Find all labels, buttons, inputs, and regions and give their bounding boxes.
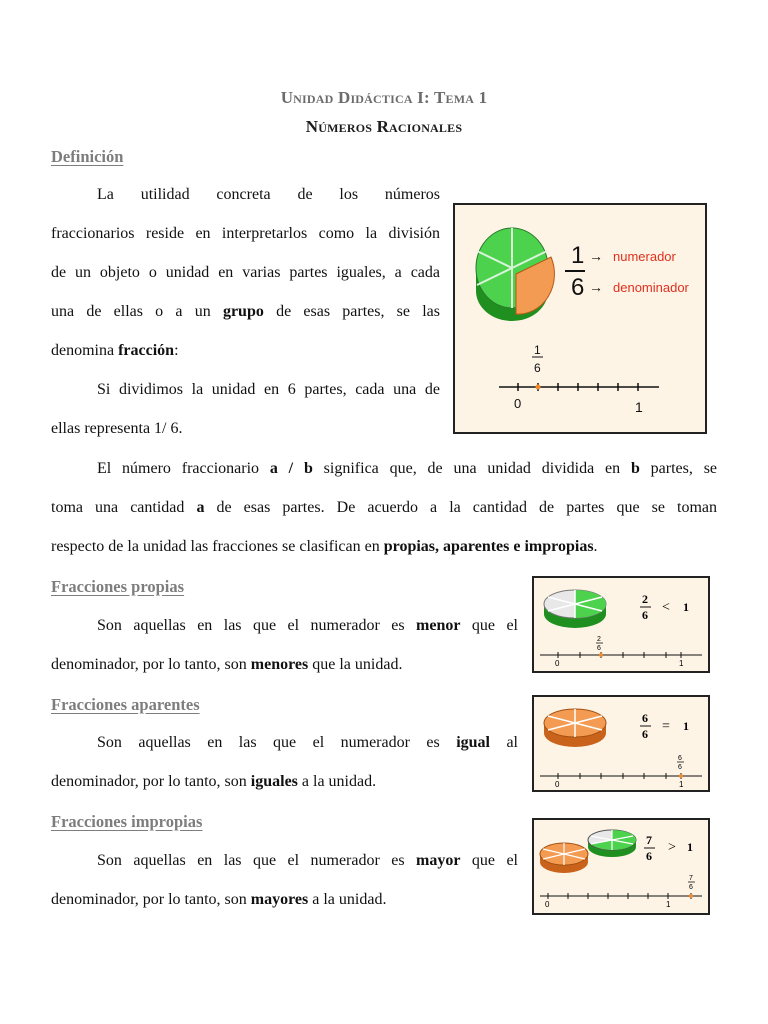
aparentes-paragraph [51,723,518,801]
impropias-diagram [532,818,710,915]
impropias-paragraph [51,841,518,919]
svg-text:1: 1 [679,780,684,789]
propias-op: < [662,600,670,615]
svg-text:1: 1 [666,900,671,909]
impropias-line: Son aquellas en las que el numerador es mayor que el [97,852,518,869]
propias-paragraph [51,606,518,684]
svg-text:0: 0 [545,900,550,909]
propias-num: 2 [642,592,648,606]
svg-text:1: 1 [679,659,684,668]
definition-line: Si dividimos la unidad en 6 partes, cada una de [97,381,440,398]
aparentes-one: 1 [683,719,689,733]
svg-text:6: 6 [689,884,693,891]
heading-fracciones-aparentes: Fracciones aparentes [51,695,200,714]
axis-zero: 0 [514,396,522,411]
aparentes-num: 6 [642,711,648,725]
propias-line: denominador, por lo tanto, son menores que la unidad. [51,656,403,673]
svg-text:7: 7 [689,875,693,882]
propias-line: Son aquellas en las que el numerador es menor que el [97,617,518,634]
definition-line: denomina fracción: [51,342,179,359]
classification-line: respecto de la unidad las fracciones se clasifican en propias, aparentes e impropias. [51,538,598,555]
main-numerator: 1 [571,242,585,269]
axis-one: 1 [635,399,643,415]
propias-den: 6 [642,608,648,622]
impropias-den: 6 [646,849,652,863]
classification-paragraph [51,449,717,566]
classification-line: El número fraccionario a / b significa que, de una unidad dividida en b partes, se [97,460,718,477]
aparentes-diagram [532,695,710,792]
svg-text:6: 6 [678,755,682,762]
svg-text:6: 6 [678,764,682,771]
axis-fraction-den: 6 [534,361,541,375]
definition-line: ellas representa 1/ 6. [51,420,183,437]
svg-text:2: 2 [597,636,601,643]
document-subtitle: Números Racionales [305,117,463,136]
heading-definicion: Definición [51,147,124,166]
definition-paragraph [51,175,440,448]
axis-fraction-num: 1 [534,343,541,357]
aparentes-den: 6 [642,727,648,741]
impropias-line: denominador, por lo tanto, son mayores a la unidad. [51,891,387,908]
definition-line: una de ellas o a un grupo de esas partes, se las [51,303,440,320]
definition-line: fraccionarios reside en interpretarlos como la división [51,225,440,242]
svg-text:6: 6 [597,645,601,652]
numerador-label: numerador [613,249,676,264]
fraction-diagram-graphic [455,205,705,432]
number-line-point [536,385,541,390]
heading-fracciones-propias: Fracciones propias [51,577,185,596]
definition-line: La utilidad concreta de los números [97,186,440,203]
aparentes-line: denominador, por lo tanto, son iguales a la unidad. [51,773,377,790]
arrow-icon: → [589,279,603,295]
classification-line: toma una cantidad a de esas partes. De acuerdo a la cantidad de partes que se toman [51,499,717,516]
document-title: Unidad Didáctica I: Tema 1 [280,88,488,107]
impropias-op: > [668,840,676,855]
fraction-diagram [453,203,707,434]
impropias-one: 1 [687,840,693,854]
impropias-num: 7 [646,833,652,847]
main-denominator: 6 [571,274,585,301]
arrow-icon: → [589,248,603,264]
aparentes-line: Son aquellas en las que el numerador es igual al [97,734,518,751]
propias-diagram [532,576,710,673]
svg-text:0: 0 [555,780,560,789]
aparentes-op: = [662,719,670,734]
denominador-label: denominador [613,280,689,295]
heading-fracciones-impropias: Fracciones impropias [51,812,203,831]
propias-one: 1 [683,600,689,614]
definition-line: de un objeto o unidad en varias partes iguales, a cada [51,264,440,281]
svg-text:0: 0 [555,659,560,668]
